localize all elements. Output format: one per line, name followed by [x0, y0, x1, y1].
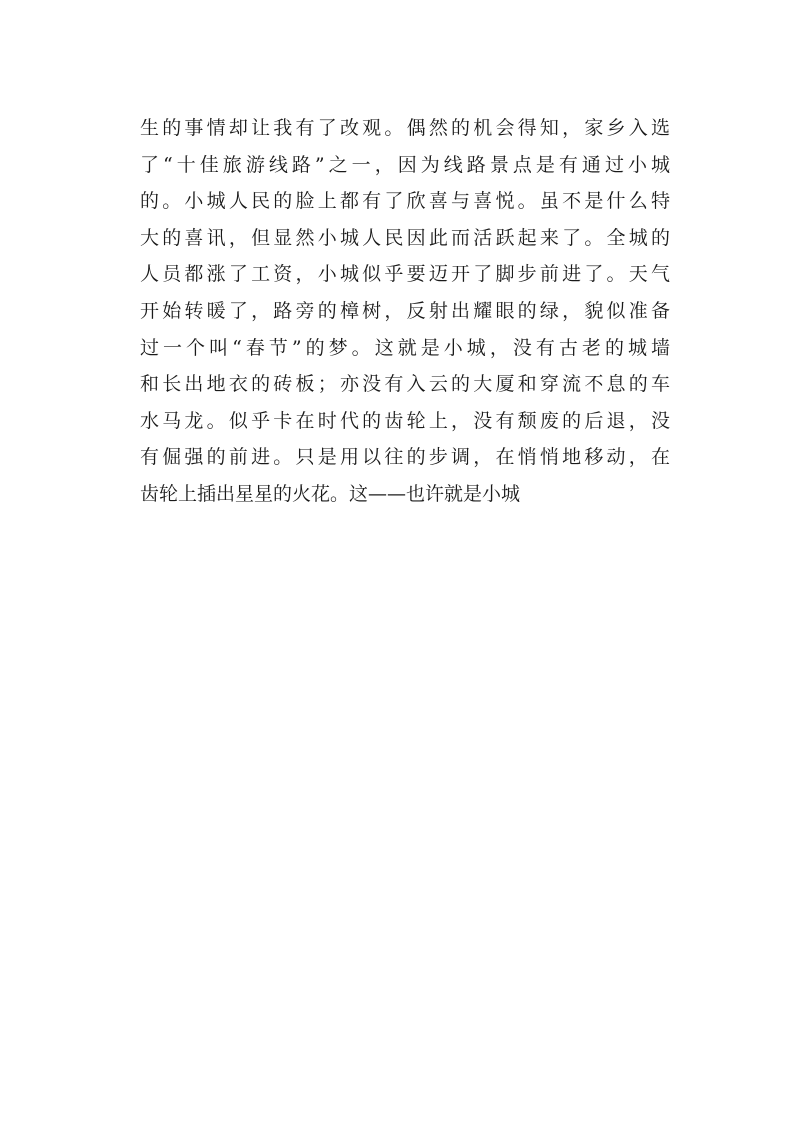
- paragraph-line: 水马龙。似乎卡在时代的齿轮上，没有颓废的后退，没: [140, 409, 670, 432]
- paragraph-line: 了“十佳旅游线路”之一，因为线路景点是有通过小城: [140, 153, 670, 176]
- paragraph-line: 大的喜讯，但显然小城人民因此而活跃起来了。全城的: [140, 226, 670, 249]
- paragraph-line: 开始转暖了，路旁的樟树，反射出耀眼的绿，貌似准备: [140, 299, 670, 322]
- paragraph-line: 有倔强的前进。只是用以往的步调，在悄悄地移动，在: [140, 446, 670, 469]
- body-paragraph: [140, 110, 670, 513]
- paragraph-line: 和长出地衣的砖板；亦没有入云的大厦和穿流不息的车: [140, 373, 670, 396]
- paragraph-line-last: 齿轮上插出星星的火花。这——也许就是小城: [140, 482, 521, 505]
- paragraph-line: 的。小城人民的脸上都有了欣喜与喜悦。虽不是什么特: [140, 190, 670, 213]
- paragraph-line: 生的事情却让我有了改观。偶然的机会得知，家乡入选: [140, 117, 670, 139]
- paragraph-line: 过一个叫“春节”的梦。这就是小城，没有古老的城墙: [140, 336, 670, 359]
- paragraph-line: 人员都涨了工资，小城似乎要迈开了脚步前进了。天气: [140, 263, 670, 286]
